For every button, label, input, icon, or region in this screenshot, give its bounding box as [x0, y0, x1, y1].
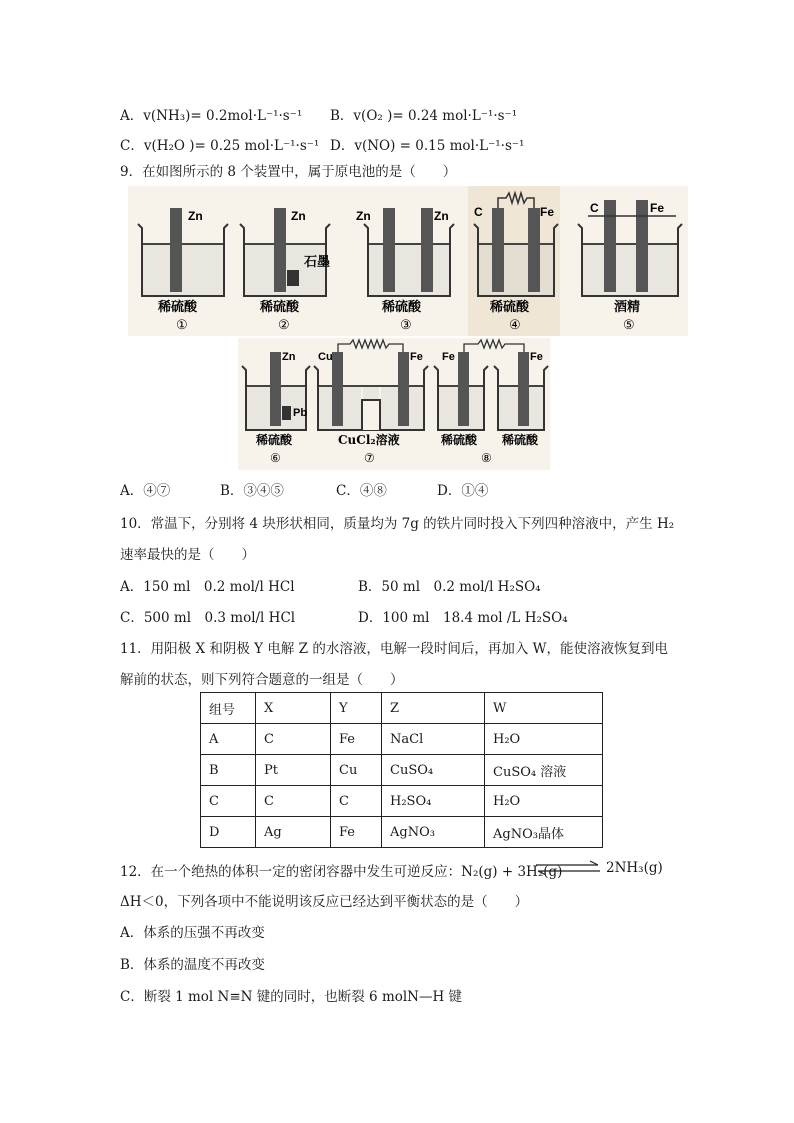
apparatus-number: ⑥	[270, 451, 281, 465]
table-cell: NaCl	[382, 724, 485, 755]
table-header-row	[201, 693, 603, 724]
table-cell: AgNO₃	[382, 817, 485, 848]
liquid-label: CuCl₂溶液	[338, 433, 400, 447]
table-cell: Pt	[256, 755, 331, 786]
q11-stem-line1: 11．用阳极 X 和阴极 Y 电解 Z 的水溶液，电解一段时间后，再加入 W，能使溶液恢复到电	[120, 641, 668, 657]
liquid-label: 稀硫酸	[502, 433, 539, 447]
q11-table	[200, 692, 603, 848]
q12-option-a: A．体系的压强不再改变	[120, 925, 265, 941]
electrode-label: Fe	[540, 205, 555, 219]
graphite-label: 石墨	[304, 255, 331, 270]
table-cell: H₂O	[485, 786, 603, 817]
table-cell: Cu	[331, 755, 382, 786]
electrode-label: Fe	[442, 351, 455, 363]
table-cell: CuSO₄	[382, 755, 485, 786]
q12-option-b: B．体系的温度不再改变	[120, 957, 265, 973]
apparatus-number: ⑤	[623, 318, 635, 333]
liquid-label: 稀硫酸	[158, 300, 198, 315]
table-header-cell: W	[485, 693, 603, 724]
table-cell: H₂O	[485, 724, 603, 755]
electrode-label: Zn	[282, 351, 296, 363]
apparatus-number: ⑧	[481, 451, 492, 465]
electrode-label: Cu	[318, 351, 333, 363]
table-cell: B	[201, 755, 256, 786]
q10-option-a: A．150 ml 0.2 mol/l HCl	[120, 579, 295, 595]
q10-stem-line1: 10．常温下，分别将 4 块形状相同，质量均为 7g 的铁片同时投入下列四种溶液中，产生 H₂	[120, 516, 675, 532]
q9-figure-row2	[238, 338, 550, 470]
q12-option-c: C．断裂 1 mol N≡N 键的同时，也断裂 6 molN—H 键	[120, 989, 463, 1005]
electrode-label: Zn	[188, 209, 203, 223]
liquid-label: 稀硫酸	[260, 300, 300, 315]
q9-option-b: B．③④⑤	[220, 483, 284, 499]
table-cell: Fe	[331, 817, 382, 848]
table-cell: C	[201, 786, 256, 817]
liquid-label: 稀硫酸	[382, 300, 422, 315]
q9-stem: 9．在如图所示的 8 个装置中，属于原电池的是（ ）	[120, 164, 457, 180]
lead-label: Pb	[293, 407, 308, 419]
liquid-label: 稀硫酸	[490, 300, 530, 315]
table-header-cell: X	[256, 693, 331, 724]
liquid-label: 稀硫酸	[256, 433, 293, 447]
table-cell: H₂SO₄	[382, 786, 485, 817]
q12-product: 2NH₃(g)	[606, 860, 663, 876]
q9-option-c: C．④⑧	[336, 483, 387, 499]
electrode-label: Fe	[650, 201, 665, 215]
electrode-label: C	[590, 201, 599, 215]
table-header-cell: Z	[382, 693, 485, 724]
table-header-cell: 组号	[201, 693, 256, 724]
q8-option-d: D．v(NO) = 0.15 mol·L⁻¹·s⁻¹	[330, 138, 525, 154]
table-cell: D	[201, 817, 256, 848]
q8-option-b: B．v(O₂ )= 0.24 mol·L⁻¹·s⁻¹	[330, 108, 518, 124]
q10-stem-line2: 速率最快的是（ ）	[120, 547, 255, 563]
q8-option-c: C．v(H₂O )= 0.25 mol·L⁻¹·s⁻¹	[120, 138, 320, 154]
q10-option-c: C．500 ml 0.3 mol/l HCl	[120, 610, 296, 626]
table-cell: A	[201, 724, 256, 755]
table-cell: CuSO₄ 溶液	[485, 755, 603, 786]
q10-option-b: B．50 ml 0.2 mol/l H₂SO₄	[358, 579, 541, 595]
table-cell: C	[256, 786, 331, 817]
electrode-label: Fe	[410, 351, 423, 363]
electrode-label: Zn	[291, 209, 306, 223]
q8-option-a: A．v(NH₃)= 0.2mol·L⁻¹·s⁻¹	[120, 108, 303, 124]
apparatus-number: ④	[509, 318, 521, 333]
table-cell: AgNO₃晶体	[485, 817, 603, 848]
liquid-label: 稀硫酸	[441, 433, 478, 447]
equilibrium-arrow-icon	[534, 860, 602, 876]
q12-stem-line1: 12．在一个绝热的体积一定的密闭容器中发生可逆反应：N₂(g) + 3H₂(g)	[120, 864, 563, 880]
table-row	[201, 724, 603, 755]
q10-option-d: D．100 ml 18.4 mol /L H₂SO₄	[358, 610, 568, 626]
table-cell: C	[331, 786, 382, 817]
table-row	[201, 755, 603, 786]
table-cell: C	[256, 724, 331, 755]
q12-stem-line2: ΔH＜0，下列各项中不能说明该反应已经达到平衡状态的是（ ）	[120, 894, 529, 910]
q11-stem-line2: 解前的状态，则下列符合题意的一组是（ ）	[120, 672, 404, 688]
liquid-label: 酒精	[614, 300, 641, 315]
apparatus-number: ③	[400, 318, 412, 333]
table-cell: Fe	[331, 724, 382, 755]
apparatus-number: ①	[176, 318, 188, 333]
table-row	[201, 817, 603, 848]
q9-option-d: D．①④	[437, 483, 489, 499]
table-cell: Ag	[256, 817, 331, 848]
apparatus-4	[468, 186, 560, 336]
apparatus-number: ⑦	[364, 451, 375, 465]
electrode-label: Fe	[530, 351, 543, 363]
apparatus-number: ②	[278, 318, 290, 333]
electrode-label: Zn	[356, 209, 371, 223]
electrode-label: Zn	[434, 209, 449, 223]
electrode-label: C	[474, 205, 483, 219]
table-header-cell: Y	[331, 693, 382, 724]
q9-option-a: A．④⑦	[120, 483, 171, 499]
q9-figure-row1	[128, 186, 688, 336]
table-row	[201, 786, 603, 817]
